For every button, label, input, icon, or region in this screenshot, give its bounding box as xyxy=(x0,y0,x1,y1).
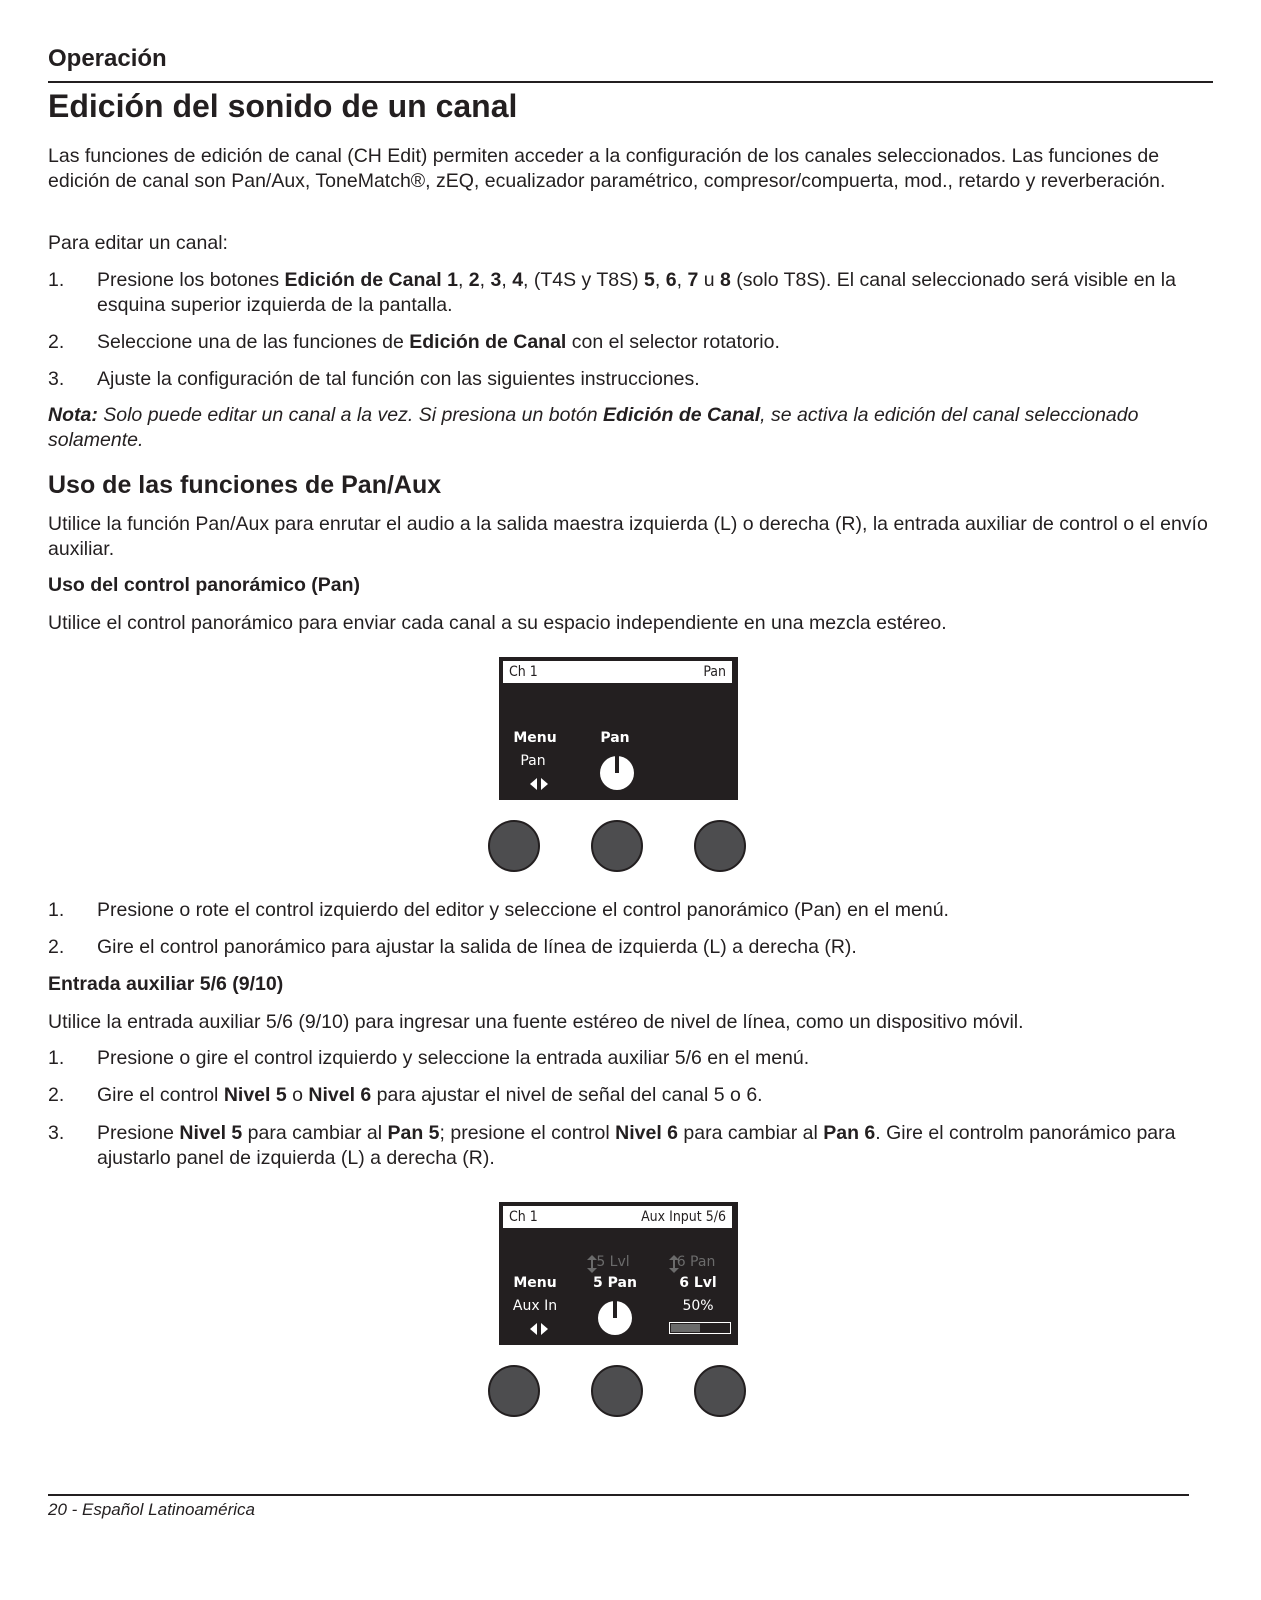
pan-knob-icon xyxy=(599,755,635,791)
ctrl-mid-label: 5 Pan xyxy=(593,1275,637,1291)
note: Nota: Solo puede editar un canal a la vez. Si presiona un botón Edición de Canal, se activa la edición del canal seleccionado solamente. xyxy=(48,404,1139,451)
edit-step-1 xyxy=(48,268,1213,318)
pan-step-2 xyxy=(48,935,1213,960)
step-number: 3. xyxy=(48,368,65,390)
step-text: Presione los botones Edición de Canal 1, 2, 3, 4, (T4S y T8S) 5, 6, 7 u 8 (solo T8S). El canal seleccionado será visible en la esquina superior izquierda de la pantalla. xyxy=(97,269,1176,316)
aux-step-3 xyxy=(48,1121,1213,1171)
mode-label: Pan xyxy=(703,664,726,680)
step-number: 1. xyxy=(48,899,65,921)
step-text: Presione o rote el control izquierdo del editor y seleccione el control panorámico (Pan) en el menú. xyxy=(97,899,949,921)
intro-paragraph: Las funciones de edición de canal (CH Edit) permiten acceder a la configuración de los canales seleccionados. Las funciones de edición de canal son Pan/Aux, ToneMatch®, zEQ, ecualizador paramétrico, compresor/compuerta, mod., retardo y reverberación. xyxy=(48,145,1166,192)
aux-step-2 xyxy=(48,1083,1213,1108)
left-control-knob[interactable] xyxy=(488,1365,540,1417)
mode-label: Aux Input 5/6 xyxy=(641,1209,726,1225)
channel-label: Ch 1 xyxy=(509,664,538,680)
step-number: 1. xyxy=(48,269,65,291)
level-bar xyxy=(669,1322,731,1334)
edit-lead: Para editar un canal: xyxy=(48,232,228,254)
step-number: 1. xyxy=(48,1047,65,1069)
step-number: 2. xyxy=(48,331,65,353)
menu-label: Menu xyxy=(513,730,557,746)
aux-intro: Utilice la entrada auxiliar 5/6 (9/10) para ingresar una fuente estéreo de nivel de línea, como un dispositivo móvil. xyxy=(48,1011,1024,1033)
pan-aux-heading: Uso de las funciones de Pan/Aux xyxy=(48,471,442,499)
top-rule xyxy=(48,81,1213,83)
pan-control-label: Pan xyxy=(600,730,630,746)
pan-aux-intro: Utilice la función Pan/Aux para enrutar el audio a la salida maestra izquierda (L) o derecha (R), la entrada auxiliar de control o el envío auxiliar. xyxy=(48,513,1208,560)
channel-label: Ch 1 xyxy=(509,1209,538,1225)
middle-control-knob[interactable] xyxy=(591,1365,643,1417)
pan-intro: Utilice el control panorámico para enviar cada canal a su espacio independiente en una mezcla estéreo. xyxy=(48,612,947,634)
step-text: Seleccione una de las funciones de Edición de Canal con el selector rotatorio. xyxy=(97,331,780,353)
step-number: 2. xyxy=(48,1084,65,1106)
pan-heading: Uso del control panorámico (Pan) xyxy=(48,574,361,596)
menu-value: Aux In xyxy=(512,1298,558,1314)
ctrl-right-label: 6 Lvl xyxy=(679,1275,717,1291)
lcd-screen xyxy=(499,1202,738,1345)
step-number: 3. xyxy=(48,1122,65,1144)
aux-heading: Entrada auxiliar 5/6 (9/10) xyxy=(48,973,284,995)
alt-mid-label: 5 Lvl xyxy=(596,1254,630,1270)
menu-value: Pan xyxy=(520,753,546,769)
pan-knob-icon xyxy=(597,1300,633,1336)
left-right-arrows-icon xyxy=(530,1323,548,1335)
middle-control-knob[interactable] xyxy=(591,820,643,872)
edit-step-2 xyxy=(48,330,1213,355)
step-text: Presione o gire el control izquierdo y seleccione la entrada auxiliar 5/6 en el menú. xyxy=(97,1047,810,1069)
menu-label: Menu xyxy=(513,1275,557,1291)
bottom-rule xyxy=(48,1494,1189,1496)
step-number: 2. xyxy=(48,936,65,958)
step-text: Presione Nivel 5 para cambiar al Pan 5; presione el control Nivel 6 para cambiar al Pan 6. Gire el controlm panorámico para ajustarlo panel de izquierda (L) a derecha (R). xyxy=(97,1122,1176,1169)
step-text: Gire el control Nivel 5 o Nivel 6 para ajustar el nivel de señal del canal 5 o 6. xyxy=(97,1084,763,1106)
step-text: Ajuste la configuración de tal función con las siguientes instrucciones. xyxy=(97,368,700,390)
screen-title-bar xyxy=(503,661,732,683)
section-label: Operación xyxy=(48,45,167,72)
left-control-knob[interactable] xyxy=(488,820,540,872)
left-right-arrows-icon xyxy=(530,778,548,790)
lcd-screen xyxy=(499,657,738,800)
page-title: Edición del sonido de un canal xyxy=(48,88,518,124)
alt-right-label: 6 Pan xyxy=(676,1254,716,1270)
screen-title-bar xyxy=(503,1206,732,1228)
aux-step-1 xyxy=(48,1046,1213,1071)
page-footer: 20 - Español Latinoamérica xyxy=(48,1500,255,1519)
right-control-knob[interactable] xyxy=(694,820,746,872)
right-control-knob[interactable] xyxy=(694,1365,746,1417)
edit-step-3 xyxy=(48,367,1213,392)
level-value: 50% xyxy=(682,1298,714,1314)
step-text: Gire el control panorámico para ajustar la salida de línea de izquierda (L) a derecha (R). xyxy=(97,936,857,958)
pan-step-1 xyxy=(48,898,1213,923)
level-bar-fill xyxy=(671,1324,700,1332)
